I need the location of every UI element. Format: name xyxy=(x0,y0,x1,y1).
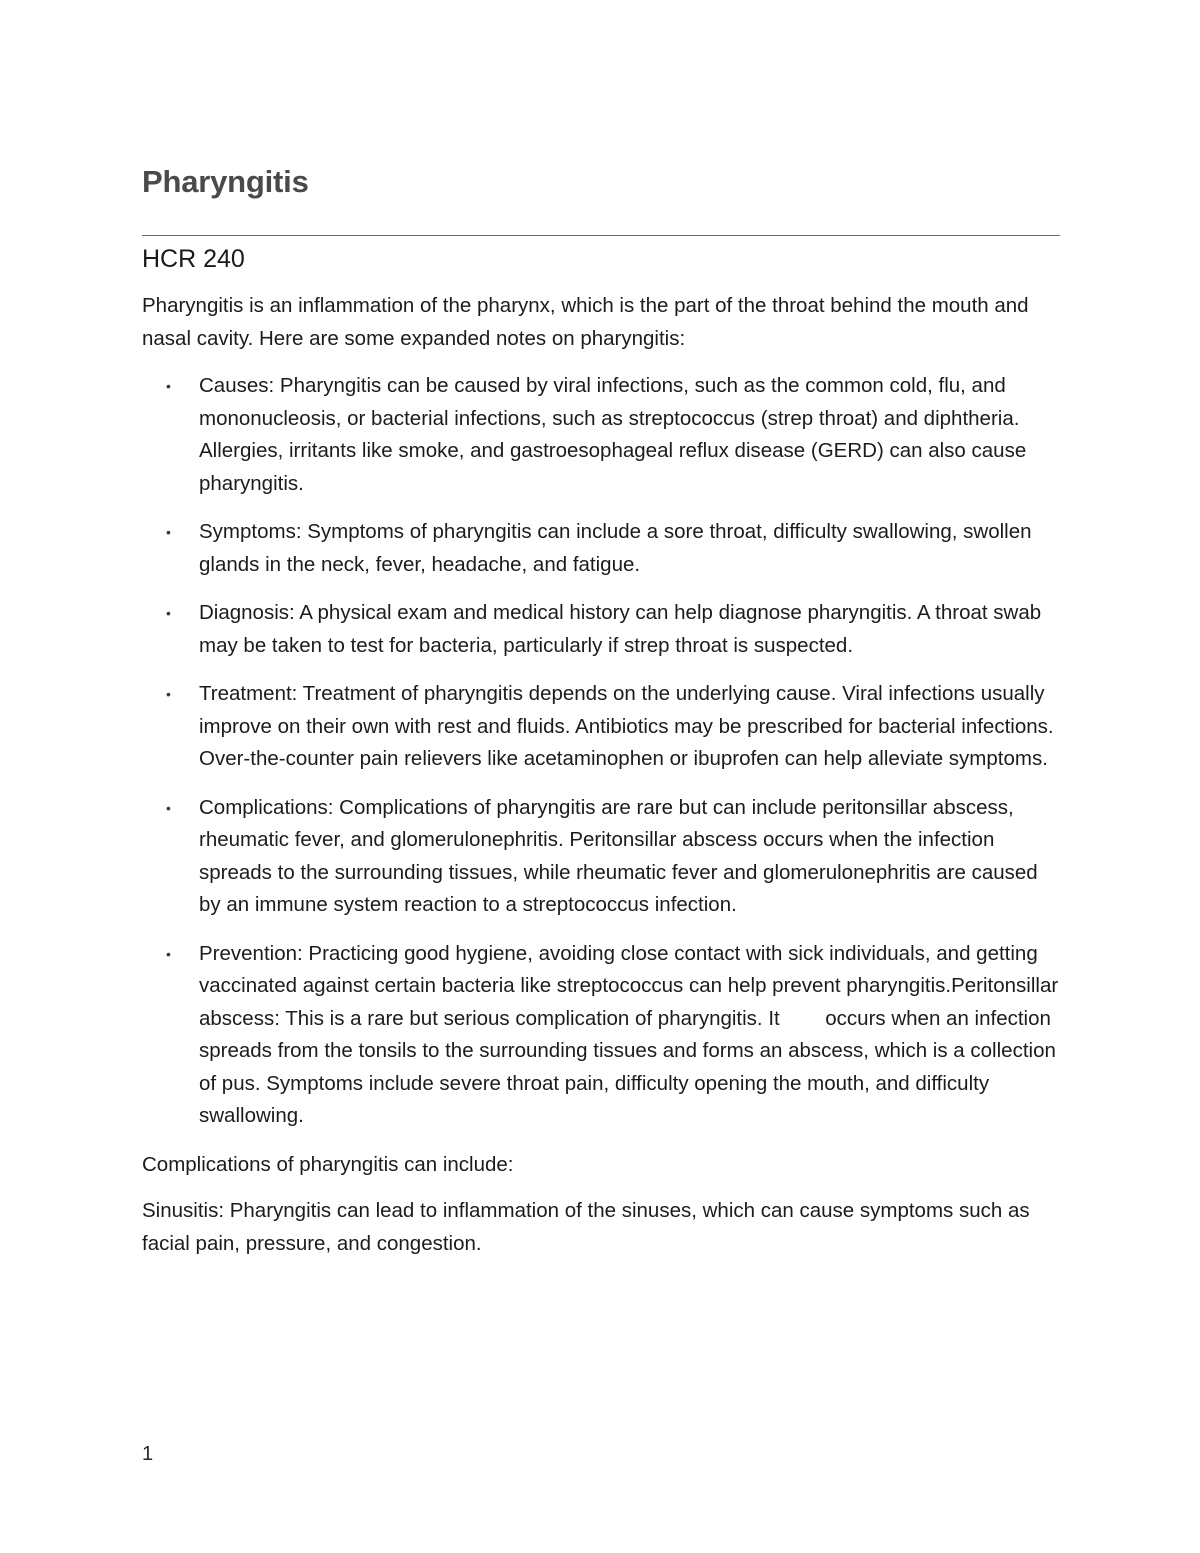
page-number: 1 xyxy=(142,1443,154,1465)
bullet-icon: • xyxy=(166,378,171,394)
list-item xyxy=(142,678,1060,776)
page-content xyxy=(142,160,1064,1260)
title-divider xyxy=(142,235,1060,236)
notes-list xyxy=(142,370,1064,1133)
note-diagnosis: Diagnosis: A physical exam and medical history can help diagnose pharyngitis. A throat swab may be taken to test for bacteria, particularly if strep throat is suspected. xyxy=(199,601,1042,657)
list-item xyxy=(142,597,1060,662)
list-item xyxy=(142,792,1060,922)
bullet-icon: • xyxy=(166,686,171,702)
note-prevention: Prevention: Practicing good hygiene, avoiding close contact with sick individuals, and getting vaccinated against certain bacteria like streptococcus can help prevent pharyngitis.Peritonsillar abscess: This is a rare but serious complication of pharyngitis. It occurs when an infection spreads from the tonsils to the surrounding tissues and forms an abscess, which is a collection of pus. Symptoms include severe throat pain, difficulty opening the mouth, and difficulty swallowing. xyxy=(199,941,1064,1127)
course-code: HCR 240 xyxy=(142,245,245,273)
note-symptoms: Symptoms: Symptoms of pharyngitis can include a sore throat, difficulty swallowing, swollen glands in the neck, fever, headache, and fatigue. xyxy=(199,520,1032,576)
list-item xyxy=(142,370,1060,500)
note-treatment: Treatment: Treatment of pharyngitis depends on the underlying cause. Viral infections usually improve on their own with rest and fluids. Antibiotics may be prescribed for bacterial infections. Over-the-counter pain relievers like acetaminophen or ibuprofen can help alleviate symptoms. xyxy=(199,682,1054,770)
bullet-icon: • xyxy=(166,945,171,962)
bullet-icon: • xyxy=(166,605,171,621)
complications-heading: Complications of pharyngitis can include: xyxy=(142,1152,514,1176)
note-complications: Complications: Complications of pharyngitis are rare but can include peritonsillar abscess, rheumatic fever, and glomerulonephritis. Peritonsillar abscess occurs when the infection spreads to the surrounding tissues, while rheumatic fever and glomerulonephritis are caused by an immune system reaction to a streptococcus infection. xyxy=(199,795,1038,916)
page-title: Pharyngitis xyxy=(142,164,309,199)
note-causes: Causes: Pharyngitis can be caused by viral infections, such as the common cold, flu, and mononucleosis, or bacterial infections, such as streptococcus (strep throat) and diphtheria. Allergies, irritants like smoke, and gastroesophageal reflux disease (GERD) can also cause pharyngitis. xyxy=(199,374,1027,495)
list-item xyxy=(142,516,1060,581)
sinusitis-paragraph: Sinusitis: Pharyngitis can lead to inflammation of the sinuses, which can cause symptoms such as facial pain, pressure, and congestion. xyxy=(142,1199,1030,1255)
bullet-icon: • xyxy=(166,524,171,540)
bullet-icon: • xyxy=(166,799,171,816)
intro-paragraph: Pharyngitis is an inflammation of the pharynx, which is the part of the throat behind the mouth and nasal cavity. Here are some expanded notes on pharyngitis: xyxy=(142,294,1029,350)
list-item xyxy=(142,938,1064,1133)
